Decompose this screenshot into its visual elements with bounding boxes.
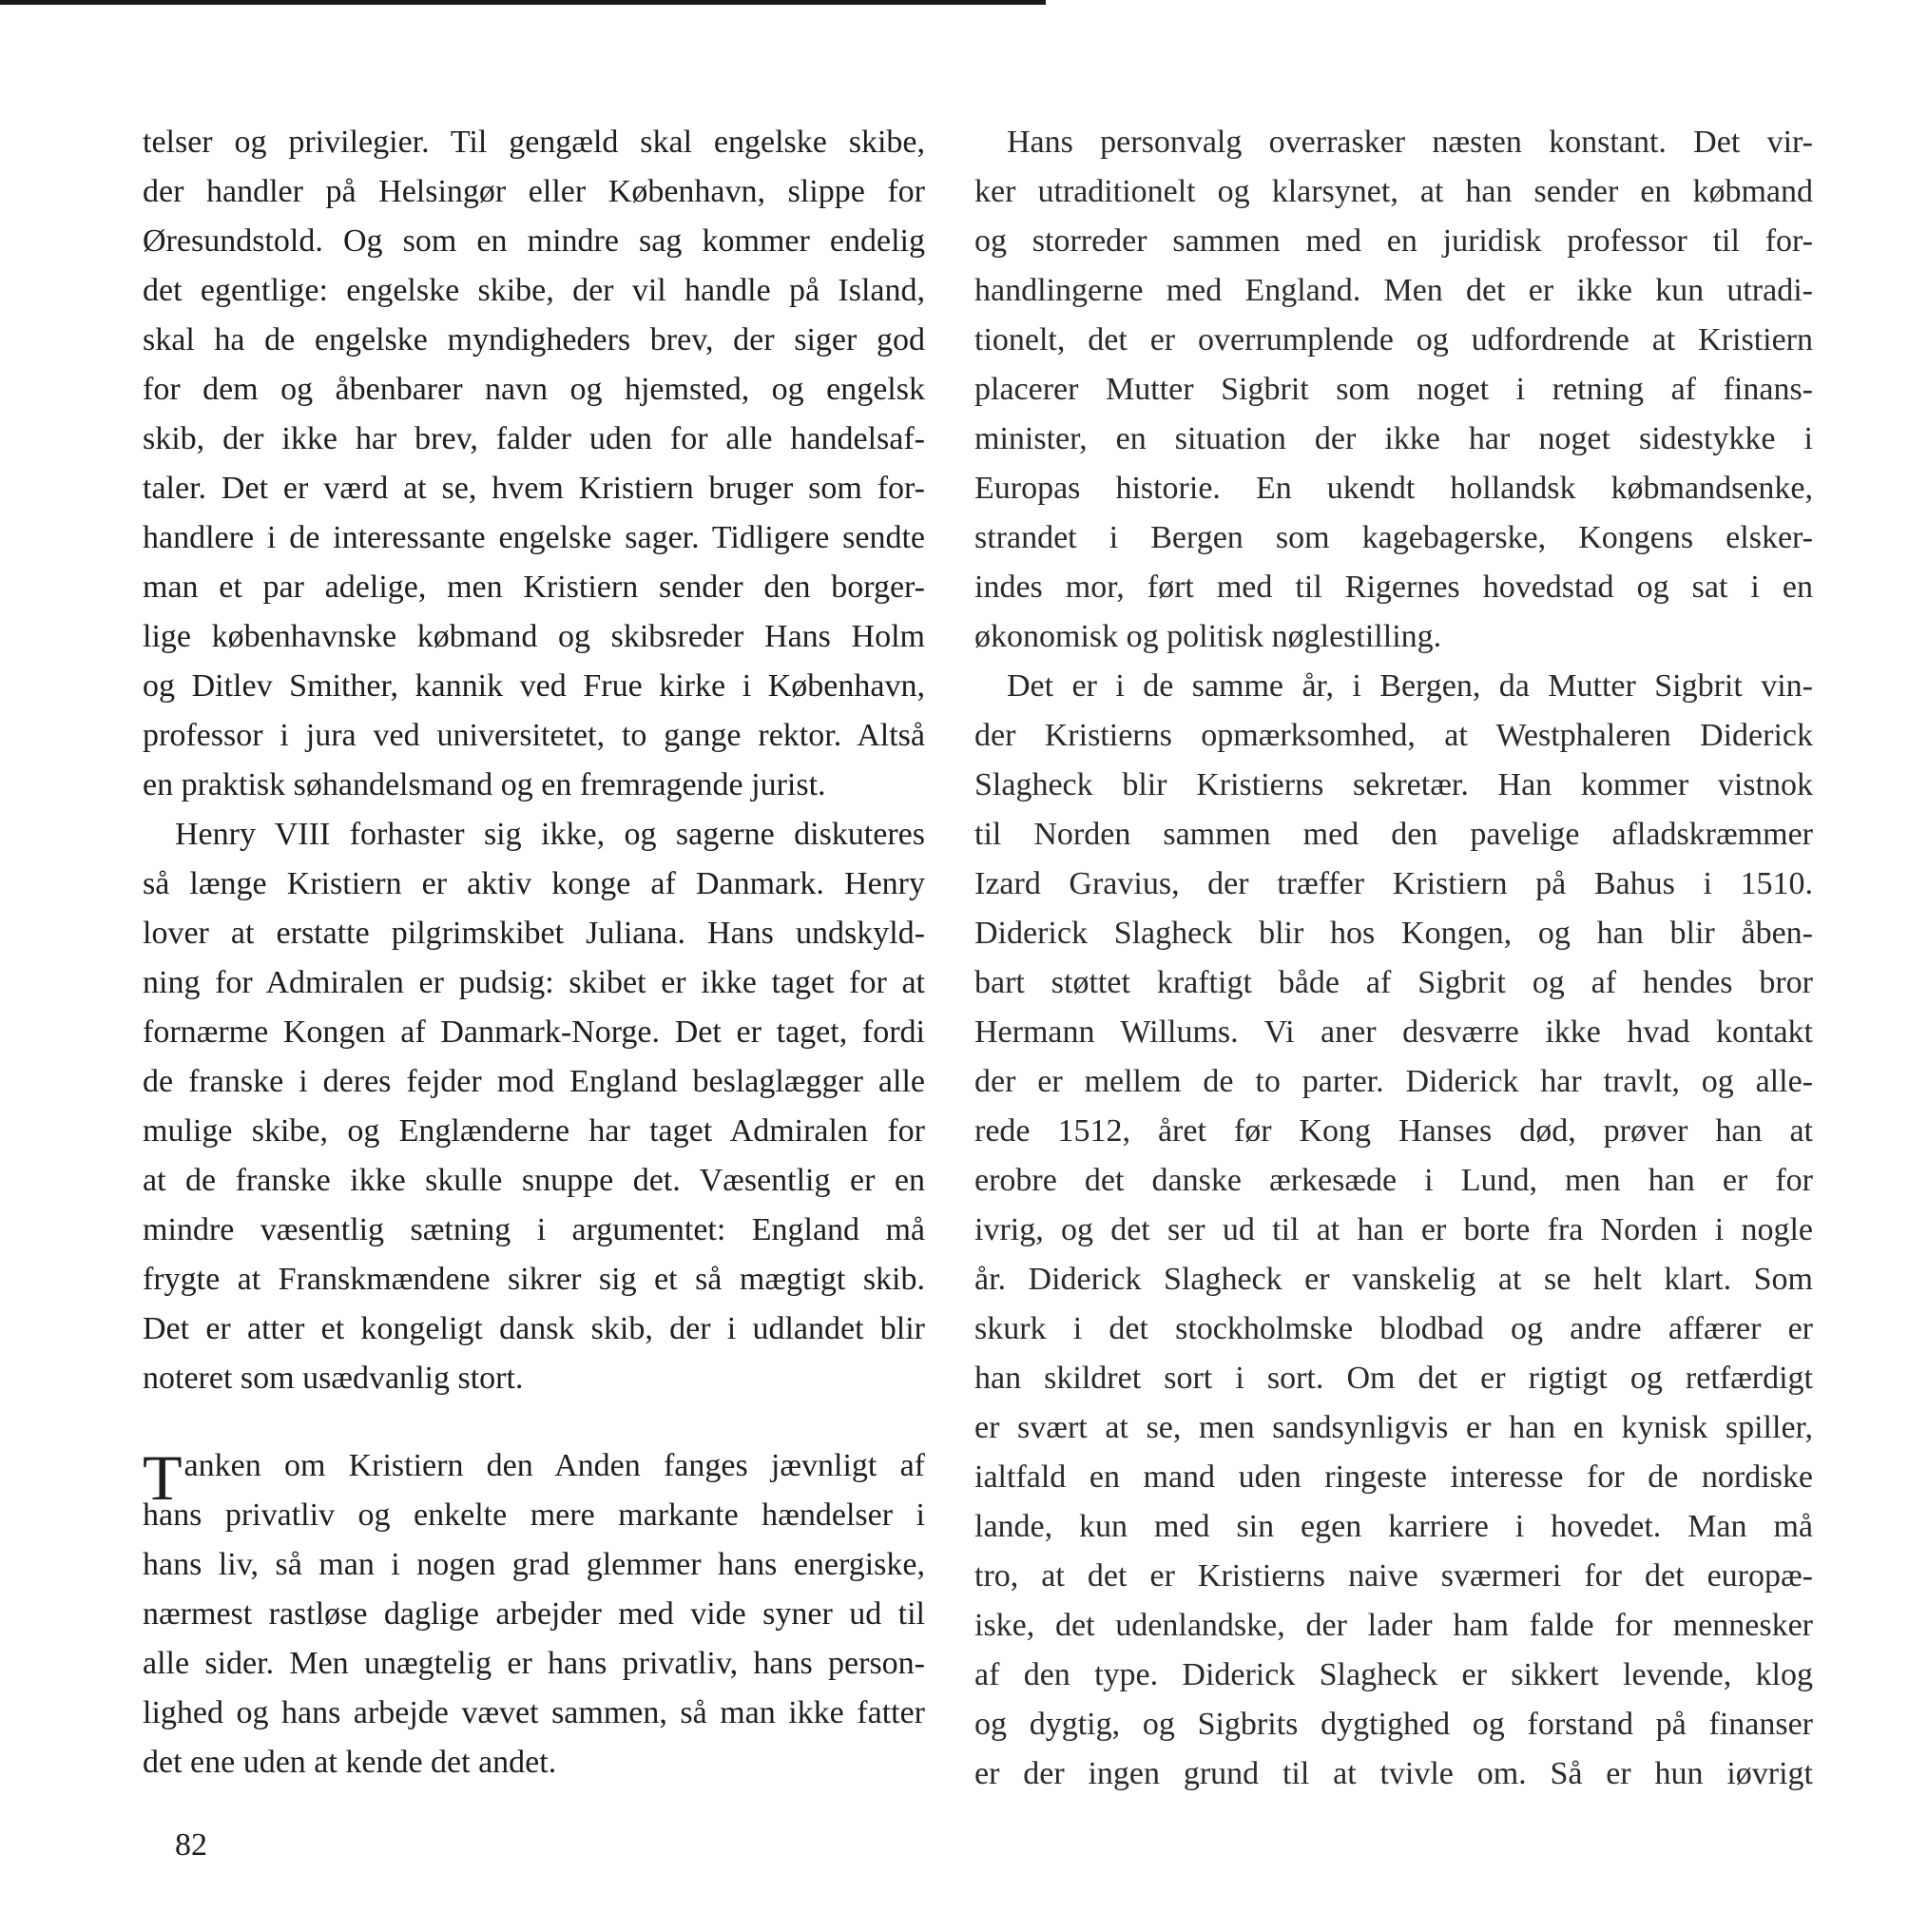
- text-line: ker utraditionelt og klarsynet, at han sender en købmand: [974, 174, 1813, 209]
- text-line: en praktisk søhandelsmand og en fremragende jurist.: [143, 767, 826, 802]
- text-line: handlingerne med England. Men det er ikke kun utradi-: [974, 273, 1813, 308]
- text-line: Henry VIII forhaster sig ikke, og sagerne diskuteres: [175, 817, 925, 852]
- text-line: handlere i de interessante engelske sager. Tidligere sendte: [143, 520, 925, 555]
- text-line: han skildret sort i sort. Om det er rigtigt og retfærdigt: [974, 1361, 1813, 1396]
- left-column: [143, 118, 925, 1787]
- text-line: der Kristierns opmærksomhed, at Westphaleren Diderick: [974, 718, 1813, 753]
- text-line: og storreder sammen med en juridisk professor til for-: [974, 223, 1813, 259]
- text-line: Diderick Slagheck blir hos Kongen, og han blir åben-: [974, 916, 1813, 951]
- text-line: hans privatliv og enkelte mere markante hændelser i: [143, 1497, 925, 1533]
- text-line: man et par adelige, men Kristiern sender den borger-: [143, 570, 925, 605]
- text-line: mulige skibe, og Englænderne har taget Admiralen for: [143, 1113, 925, 1149]
- text-line: for dem og åbenbarer navn og hjemsted, og engelsk: [143, 372, 925, 407]
- text-line: mindre væsentlig sætning i argumentet: England må: [143, 1212, 925, 1247]
- text-line: indes mor, ført med til Rigernes hovedstad og sat i en: [974, 570, 1813, 605]
- text-line: telser og privilegier. Til gengæld skal engelske skibe,: [143, 125, 925, 160]
- text-line: ivrig, og det ser ud til at han er borte fra Norden i nogle: [974, 1212, 1813, 1247]
- text-line: og dygtig, og Sigbrits dygtighed og forstand på finanser: [974, 1707, 1813, 1742]
- text-line: strandet i Bergen som kagebagerske, Kongens elsker-: [974, 520, 1813, 555]
- text-line: ialtfald en mand uden ringeste interesse for de nordiske: [974, 1459, 1813, 1495]
- text-line: placerer Mutter Sigbrit som noget i retning af finans-: [974, 372, 1813, 407]
- text-line: Europas historie. En ukendt hollandsk købmandsenke,: [974, 471, 1813, 506]
- text-line: skib, der ikke har brev, falder uden for alle handelsaf-: [143, 421, 925, 456]
- text-line: det egentlige: engelske skibe, der vil handle på Island,: [143, 273, 925, 308]
- text-line: nærmest rastløse daglige arbejder med vide syner ud til: [143, 1596, 925, 1632]
- text-line: lige københavnske købmand og skibsreder Hans Holm: [143, 619, 925, 654]
- text-line: noteret som usædvanlig stort.: [143, 1361, 524, 1396]
- text-line: er svært at se, men sandsynligvis er han en kynisk spiller,: [974, 1410, 1813, 1445]
- text-line: rede 1512, året før Kong Hanses død, prøver han at: [974, 1113, 1813, 1149]
- text-line: frygte at Franskmændene sikrer sig et så mægtigt skib.: [143, 1262, 925, 1297]
- section-gap: [143, 1403, 925, 1441]
- right-paragraph-1: [974, 118, 1813, 662]
- text-line: økonomisk og politisk nøglestilling.: [974, 619, 1442, 654]
- top-rule: [0, 0, 1046, 5]
- text-line: Slagheck blir Kristierns sekretær. Han kommer vistnok: [974, 767, 1813, 802]
- text-line: tro, at det er Kristierns naive sværmeri for det europæ-: [974, 1558, 1813, 1594]
- text-line: der er mellem de to parter. Diderick har travlt, og alle-: [974, 1064, 1813, 1099]
- left-paragraph-2: [143, 810, 925, 1403]
- text-line: Det er i de samme år, i Bergen, da Mutter Sigbrit vin-: [1007, 668, 1813, 704]
- text-line: taler. Det er værd at se, hvem Kristiern bruger som for-: [143, 471, 925, 506]
- right-paragraph-2: [974, 662, 1813, 1799]
- text-line: Det er atter et kongeligt dansk skib, der i udlandet blir: [143, 1311, 925, 1346]
- text-line-with-drop-cap: [143, 1441, 925, 1514]
- text-line: så længe Kristiern er aktiv konge af Danmark. Henry: [143, 866, 925, 901]
- text-line: lande, kun med sin egen karriere i hovedet. Man må: [974, 1509, 1813, 1544]
- text-line: af den type. Diderick Slagheck er sikkert levende, klog: [974, 1657, 1813, 1692]
- text-line: og Ditlev Smither, kannik ved Frue kirke i København,: [143, 668, 925, 704]
- text-line: bart støttet kraftigt både af Sigbrit og af hendes bror: [974, 965, 1813, 1000]
- text-line: minister, en situation der ikke har noget sidestykke i: [974, 421, 1813, 456]
- text-line: hans liv, så man i nogen grad glemmer hans energiske,: [143, 1547, 925, 1582]
- drop-cap-line-text: anken om Kristiern den Anden fanges jævnligt af: [183, 1448, 925, 1483]
- text-line: skal ha de engelske myndigheders brev, der siger god: [143, 322, 925, 357]
- text-line: det ene uden at kende det andet.: [143, 1745, 557, 1780]
- text-line: fornærme Kongen af Danmark-Norge. Det er taget, fordi: [143, 1014, 925, 1050]
- text-line: lover at erstatte pilgrimskibet Juliana. Hans undskyld-: [143, 916, 925, 951]
- text-line: der handler på Helsingør eller København, slippe for: [143, 174, 925, 209]
- text-line: Øresundstold. Og som en mindre sag kommer endelig: [143, 223, 925, 259]
- text-line: de franske i deres fejder mod England beslaglægger alle: [143, 1064, 925, 1099]
- text-line: ning for Admiralen er pudsig: skibet er ikke taget for at: [143, 965, 925, 1000]
- right-column: [974, 118, 1813, 1799]
- text-line: professor i jura ved universitetet, to gange rektor. Altså: [143, 718, 925, 753]
- text-line: er der ingen grund til at tvivle om. Så er hun iøvrigt: [974, 1756, 1813, 1791]
- text-line: til Norden sammen med den pavelige afladskræmmer: [974, 817, 1813, 852]
- left-paragraph-3: [143, 1441, 925, 1787]
- text-line: alle sider. Men unægtelig er hans privatliv, hans person-: [143, 1646, 925, 1681]
- text-line: Izard Gravius, der træffer Kristiern på Bahus i 1510.: [974, 866, 1813, 901]
- drop-cap: T: [143, 1441, 183, 1514]
- text-line: tionelt, det er overrumplende og udfordrende at Kristiern: [974, 322, 1813, 357]
- left-paragraph-1: [143, 118, 925, 810]
- text-line: at de franske ikke skulle snuppe det. Væsentlig er en: [143, 1163, 925, 1198]
- text-line: Hermann Willums. Vi aner desværre ikke hvad kontakt: [974, 1014, 1813, 1050]
- text-line: iske, det udenlandske, der lader ham falde for mennesker: [974, 1608, 1813, 1643]
- text-line: skurk i det stockholmske blodbad og andre affærer er: [974, 1311, 1813, 1346]
- page-number: 82: [175, 1827, 207, 1863]
- text-line: Hans personvalg overrasker næsten konstant. Det vir-: [1007, 125, 1813, 160]
- text-line: år. Diderick Slagheck er vanskelig at se helt klart. Som: [974, 1262, 1813, 1297]
- text-line: erobre det danske ærkesæde i Lund, men han er for: [974, 1163, 1813, 1198]
- text-line: lighed og hans arbejde vævet sammen, så man ikke fatter: [143, 1695, 925, 1730]
